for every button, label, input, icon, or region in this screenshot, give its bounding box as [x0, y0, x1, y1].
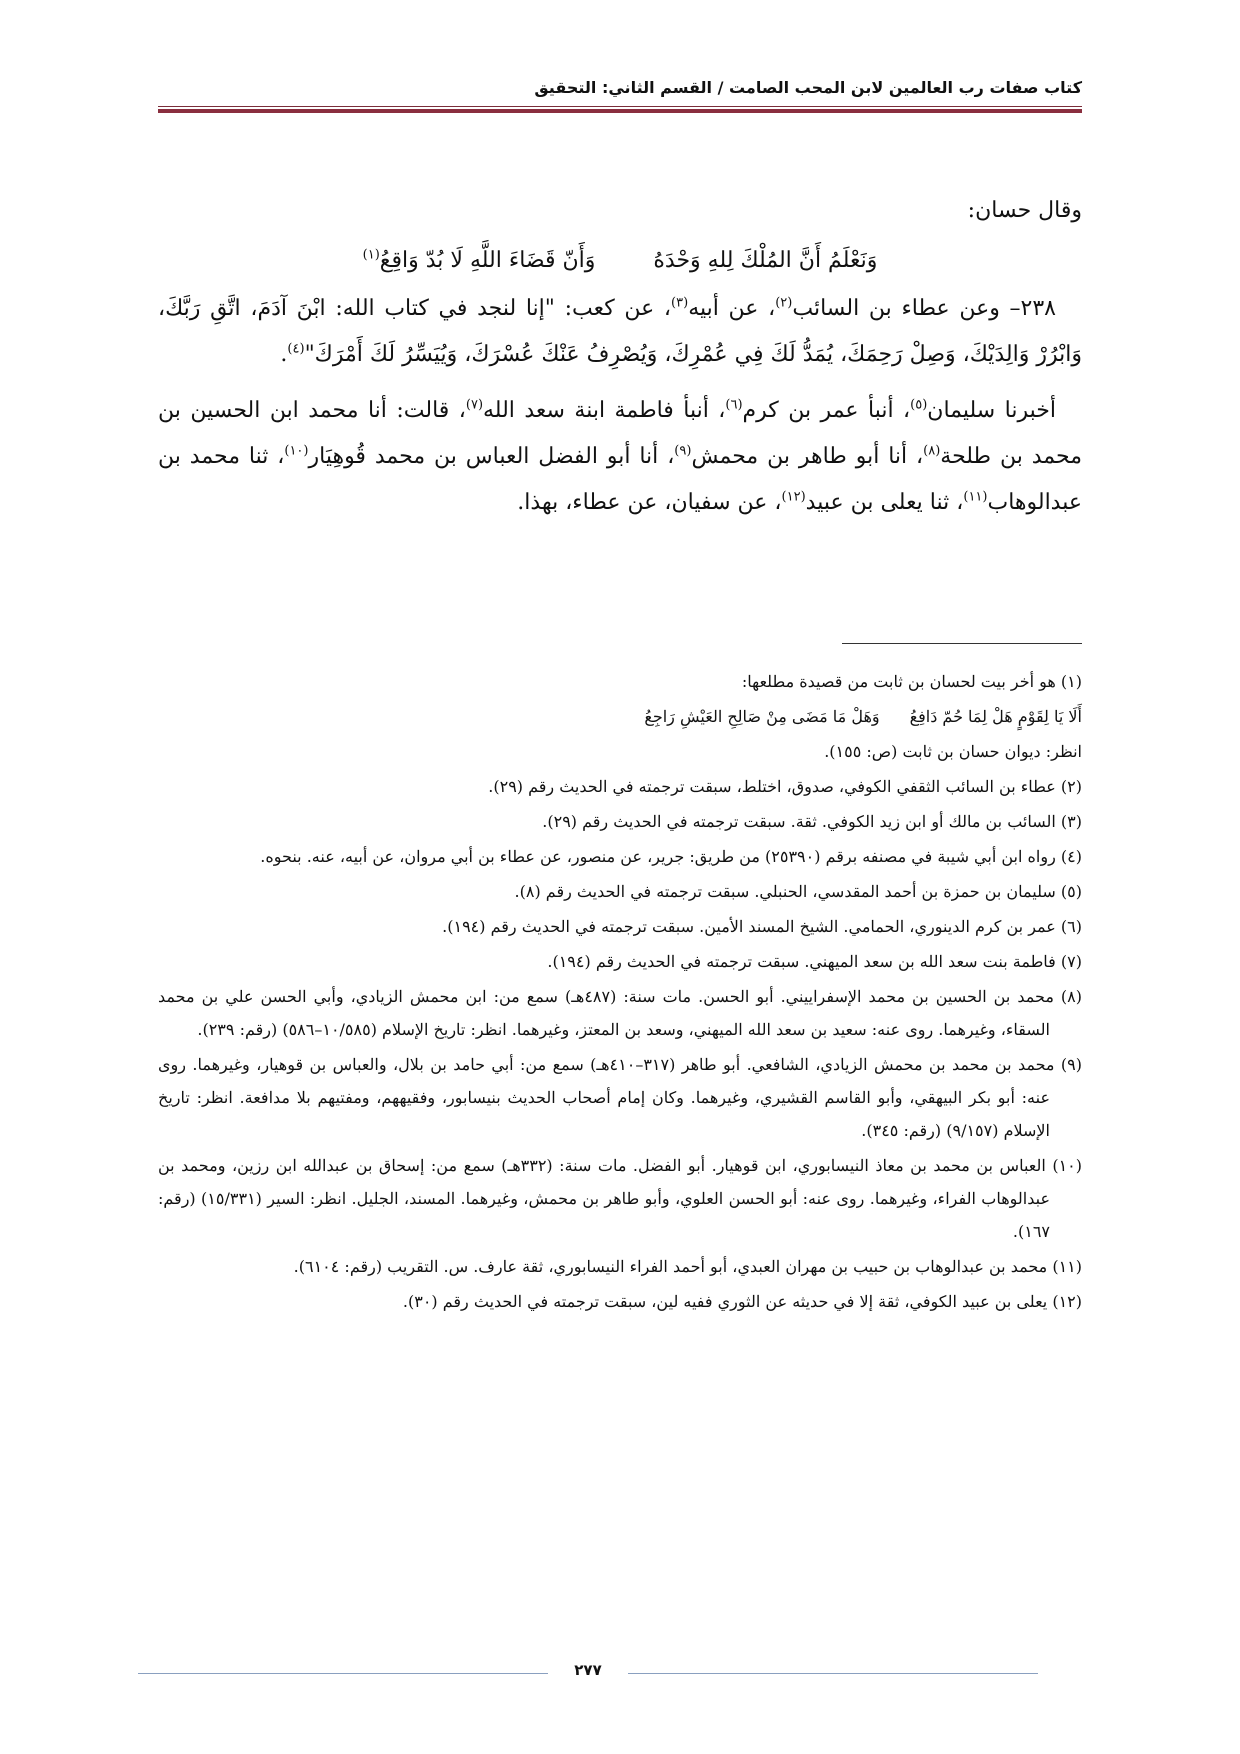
footnote-marker-7: (٧)	[465, 397, 484, 413]
footnote-marker-8: (٨)	[923, 443, 941, 459]
footnote-marker-3: (٣)	[671, 295, 689, 311]
paragraph-gap	[158, 378, 1082, 388]
footnote-marker-1: (١)	[362, 247, 380, 263]
header-rule-thick	[158, 109, 1082, 113]
page-number: ٢٧٧	[574, 1661, 602, 1679]
footer-rule-left	[138, 1673, 548, 1674]
footnote-marker-6: (٦)	[725, 397, 743, 413]
footnote-6: (٦) عمر بن كرم الدينوري، الحمامي. الشيخ المسند الأمين. سبقت ترجمته في الحديث رقم (١٩٤).	[442, 917, 1082, 936]
footnote-marker-10: (١٠)	[284, 443, 309, 459]
isnad-paragraph: أخبرنا سليمان$^{(٥)}$، أنبأ عمر بن كرم$^{(٦)}$، أنبأ فاطمة ابنة سعد الله$^{(٧)}$، قالت: أنا محمد ابن الحسين بن محمد بن طلحة$^{(٨)}$، أنا أبو طاهر بن محمش$^{(٩)}$، أنا أبو الفضل العباس بن محمد قُوهِيَار$^{(١٠)}$، ثنا محمد بن عبدالوهاب$^{(١١)}$، ثنا يعلى بن عبيد$^{(١٢)}$، عن سفيان، عن عطاء، بهذا.	[158, 397, 1082, 515]
footnote-1: (١) هو أخر بيت لحسان بن ثابت من قصيدة مطلعها:	[741, 672, 1082, 691]
poetry-verse	[158, 238, 1082, 284]
footnote-12: (١٢) يعلى بن عبيد الكوفي، ثقة إلا في حديثه عن الثوري ففيه لين، سبقت ترجمته في الحديث رقم (٣٠).	[402, 1292, 1082, 1311]
verse-second-hemistich: وَأَنّ قَضَاءَ اللَّهِ لَا بُدّ وَاقِعُ$^{(١)}$	[362, 247, 596, 273]
header-rule-thin	[158, 106, 1082, 107]
footnote-1-source: انظر: ديوان حسان بن ثابت (ص: ١٥٥).	[824, 742, 1082, 761]
footnote-9: (٩) محمد بن محمد بن محمش الزيادي، الشافعي. أبو طاهر (٣١٧–٤١٠هـ) سمع من: أبي حامد بن بلال، والعباس بن قوهيار، وغيرهما. روى عنه: أبو بكر البيهقي، وأبو القاسم القشيري، وغيرهما. وكان إمام أصحاب الحديث بنيسابور، وفقيههم، ومفتيهم بلا مدافعة. انظر: تاريخ الإسلام (٩/١٥٧) (رقم: ٣٤٥).	[158, 1055, 1083, 1140]
footnote-5: (٥) سليمان بن حمزة بن أحمد المقدسي، الحنبلي. سبقت ترجمته في الحديث رقم (٨).	[514, 882, 1082, 901]
footnote-separator	[842, 643, 1082, 644]
hadith-238-paragraph: ٢٣٨– وعن عطاء بن السائب$^{(٢)}$، عن أبيه$^{(٣)}$، عن كعب: "إنا لنجد في كتاب الله: ابْنَ آدَمَ، اتَّقِ رَبَّكَ، وَابْرُرْ وَالِدَيْكَ، وَصِلْ رَحِمَكَ، يُمَدُّ لَكَ فِي عُمْرِكَ، وَيُصْرِفُ عَنْكَ عُسْرَكَ، وَيُيَسِّرُ لَكَ أَمْرَكَ"$^{(٤)}$.	[158, 295, 1082, 367]
running-header-title: كتاب صفات رب العالمين لابن المحب الصامت / القسم الثاني: التحقيق	[534, 78, 1082, 97]
footnotes	[158, 665, 1082, 1320]
main-text	[158, 188, 1082, 526]
verse-intro: وقال حسان:	[967, 198, 1082, 223]
footnote-3: (٣) السائب بن مالك أو ابن زيد الكوفي. ثقة. سبقت ترجمته في الحديث رقم (٢٩).	[542, 812, 1082, 831]
footnote-verse-first: أَلَا يَا لِقَوْمٍ هَلْ لِمَا حُمّ دَافِعُ	[909, 707, 1082, 726]
footnote-1-verse	[158, 700, 1082, 733]
footnote-marker-2: (٢)	[775, 295, 793, 311]
footnote-marker-4: (٤)	[287, 341, 305, 357]
footnote-11: (١١) محمد بن عبدالوهاب بن حبيب بن مهران العبدي، أبو أحمد الفراء النيسابوري، ثقة عارف. س. التقريب (رقم: ٦١٠٤).	[293, 1257, 1082, 1276]
footnote-marker-11: (١١)	[963, 489, 988, 505]
footnote-marker-12: (١٢)	[781, 489, 806, 505]
footnote-8: (٨) محمد بن الحسين بن محمد الإسفراييني. أبو الحسن. مات سنة: (٤٨٧هـ) سمع من: ابن محمش الزيادي، وأبي الحسن علي بن محمد السقاء، وغيرهما. روى عنه: سعيد بن سعد الله الميهني، وسعد بن المعتز، وغيرهما. انظر: تاريخ الإسلام (١٠/٥٨٥–٥٨٦) (رقم: ٢٣٩).	[158, 987, 1083, 1039]
verse-first-hemistich: وَنَعْلَمُ أَنَّ المُلْكَ لِلهِ وَحْدَهُ	[653, 248, 878, 273]
footnote-7: (٧) فاطمة بنت سعد الله بن سعد الميهني. سبقت ترجمته في الحديث رقم (١٩٤).	[547, 952, 1082, 971]
footnote-verse-second: وَهَلْ مَا مَضَى مِنْ صَالِحِ العَيْشِ رَاجِعُ	[644, 707, 880, 726]
footnote-marker-9: (٩)	[674, 443, 692, 459]
footnote-2: (٢) عطاء بن السائب الثقفي الكوفي، صدوق، اختلط، سبقت ترجمته في الحديث رقم (٢٩).	[488, 777, 1082, 796]
footnote-marker-5: (٥)	[910, 397, 928, 413]
footer-rule-right	[628, 1673, 1038, 1674]
footnote-10: (١٠) العباس بن محمد بن معاذ النيسابوري، ابن قوهيار. أبو الفضل. مات سنة: (٣٣٢هـ) سمع من: إسحاق بن عبدالله ابن رزين، ومحمد بن عبدالوهاب الفراء، وغيرهما. روى عنه: أبو الحسن العلوي، وأبو طاهر بن محمش، وغيرهما. المسند، الجليل. انظر: السير (١٥/٣٣١) (رقم: ١٦٧).	[158, 1156, 1083, 1241]
footnote-4: (٤) رواه ابن أبي شيبة في مصنفه برقم (٢٥٣٩٠) من طريق: جرير، عن منصور، عن عطاء بن أبي مروان، عن أبيه، عنه. بنحوه.	[260, 847, 1082, 866]
